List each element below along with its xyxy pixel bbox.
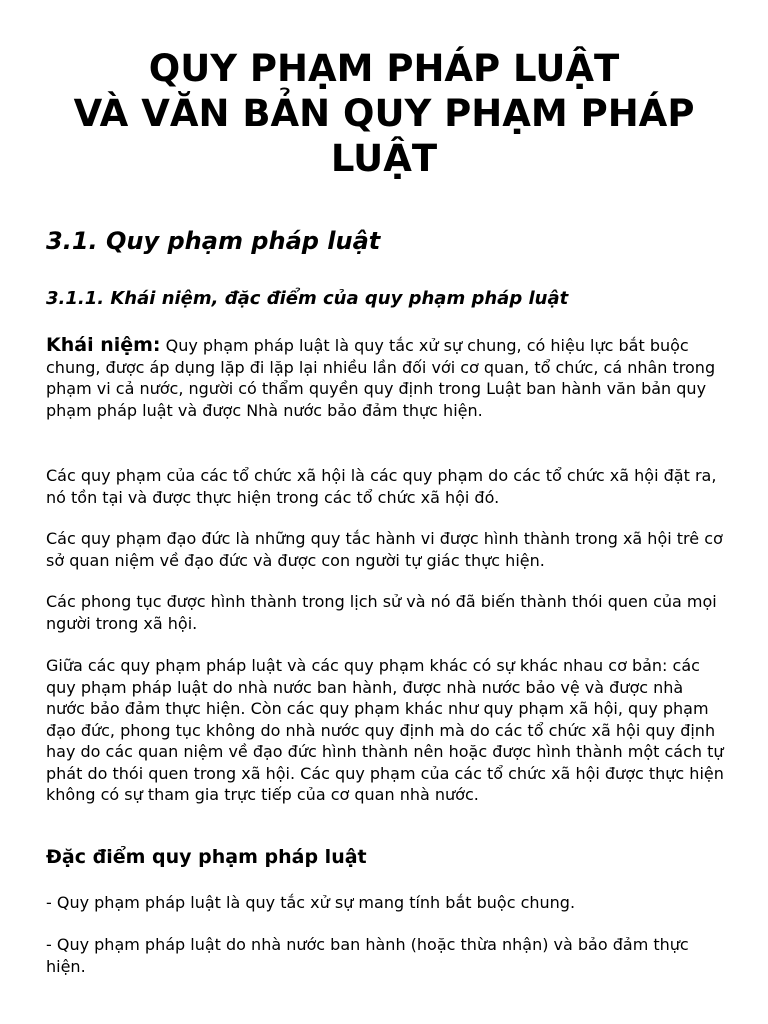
concept-paragraph [46, 335, 726, 421]
section-heading: 3.1. Quy phạm pháp luật [46, 227, 381, 255]
document-title [40, 46, 728, 181]
concept-term: Khái niệm: [46, 334, 161, 356]
concept-text: Quy phạm pháp luật là quy tắc xử sự chung, có hiệu lực bắt buộc chung, được áp dụng lặp đi lặp lại nhiều lần đối với cơ quan, tổ chức, cá nhân trong phạm vi cả nước, người có thẩm quyền quy định trong Luật ban hành văn bản quy phạm pháp luật và được Nhà nước bảo đảm thực hiện. [46, 336, 716, 420]
paragraph-customs: Các phong tục được hình thành trong lịch sử và nó đã biến thành thói quen của mọi người trong xã hội. [46, 592, 717, 633]
feature-item-1: - Quy phạm pháp luật là quy tắc xử sự mang tính bắt buộc chung. [46, 893, 576, 912]
subsection-heading: 3.1.1. Khái niệm, đặc điểm của quy phạm pháp luật [46, 288, 569, 309]
paragraph-moral-norms: Các quy phạm đạo đức là những quy tắc hành vi được hình thành trong xã hội trê cơ sở quan niệm về đạo đức và được con người tự giác thực hiện. [46, 529, 723, 570]
title-line-2: VÀ VĂN BẢN QUY PHẠM PHÁP [73, 92, 695, 135]
paragraph-social-norms: Các quy phạm của các tổ chức xã hội là các quy phạm do các tổ chức xã hội đặt ra, nó tồn tại và được thực hiện trong các tổ chức xã hội đó. [46, 466, 717, 507]
features-heading: Đặc điểm quy phạm pháp luật [46, 846, 367, 868]
title-line-1: QUY PHẠM PHÁP LUẬT [148, 47, 620, 90]
title-line-3: LUẬT [330, 137, 438, 180]
feature-item-2: - Quy phạm pháp luật do nhà nước ban hành (hoặc thừa nhận) và bảo đảm thực hiện. [46, 935, 689, 976]
paragraph-comparison: Giữa các quy phạm pháp luật và các quy phạm khác có sự khác nhau cơ bản: các quy phạm pháp luật do nhà nước ban hành, được nhà nước bảo vệ và được nhà nước bảo đảm thực hiện. Còn các quy phạm khác như quy phạm xã hội, quy phạm đạo đức, phong tục không do nhà nước quy định mà do các tổ chức xã hội quy định hay do các quan niệm về đạo đức hình thành nên hoặc được hình thành một cách tự phát do thói quen trong xã hội. Các quy phạm của các tổ chức xã hội được thực hiện không có sự tham gia trực tiếp của cơ quan nhà nước. [46, 656, 724, 804]
